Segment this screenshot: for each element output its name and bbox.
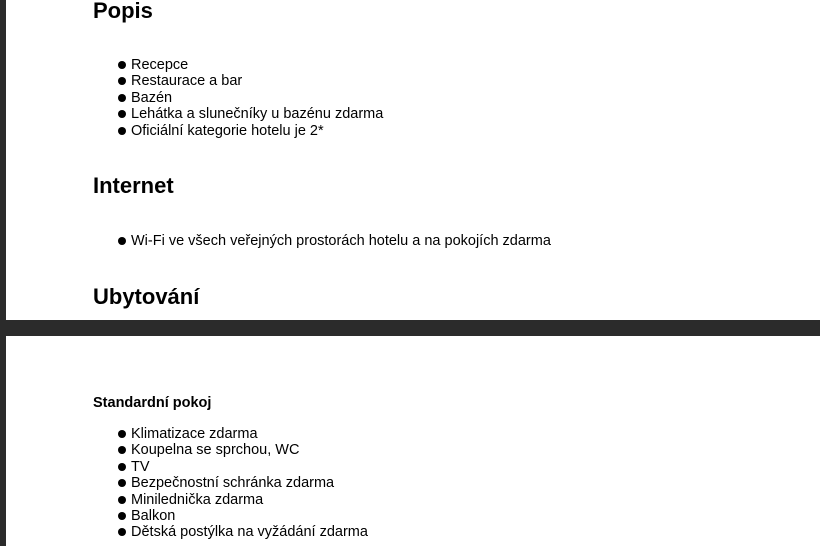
document-page-1 [6, 0, 820, 320]
list-item: Restaurace a bar [118, 73, 383, 89]
list-item: Minilednička zdarma [118, 492, 368, 508]
section-heading-popis: Popis [93, 0, 153, 23]
list-item: Bazén [118, 90, 383, 106]
list-item: TV [118, 459, 368, 475]
popis-list [118, 57, 383, 139]
list-item: Klimatizace zdarma [118, 426, 368, 442]
list-item: Balkon [118, 508, 368, 524]
internet-list [118, 233, 551, 249]
list-item: Lehátka a slunečníky u bazénu zdarma [118, 106, 383, 122]
list-item: Koupelna se sprchou, WC [118, 442, 368, 458]
list-item: Recepce [118, 57, 383, 73]
standard-room-list [118, 426, 368, 541]
document-page-2 [6, 336, 820, 546]
room-heading-standard: Standardní pokoj [93, 395, 212, 411]
section-heading-internet: Internet [93, 173, 174, 198]
list-item: Wi-Fi ve všech veřejných prostorách hotelu a na pokojích zdarma [118, 233, 551, 249]
list-item: Oficiální kategorie hotelu je 2* [118, 123, 383, 139]
section-heading-ubytovani: Ubytování [93, 284, 200, 309]
list-item: Dětská postýlka na vyžádání zdarma [118, 524, 368, 540]
list-item: Bezpečnostní schránka zdarma [118, 475, 368, 491]
